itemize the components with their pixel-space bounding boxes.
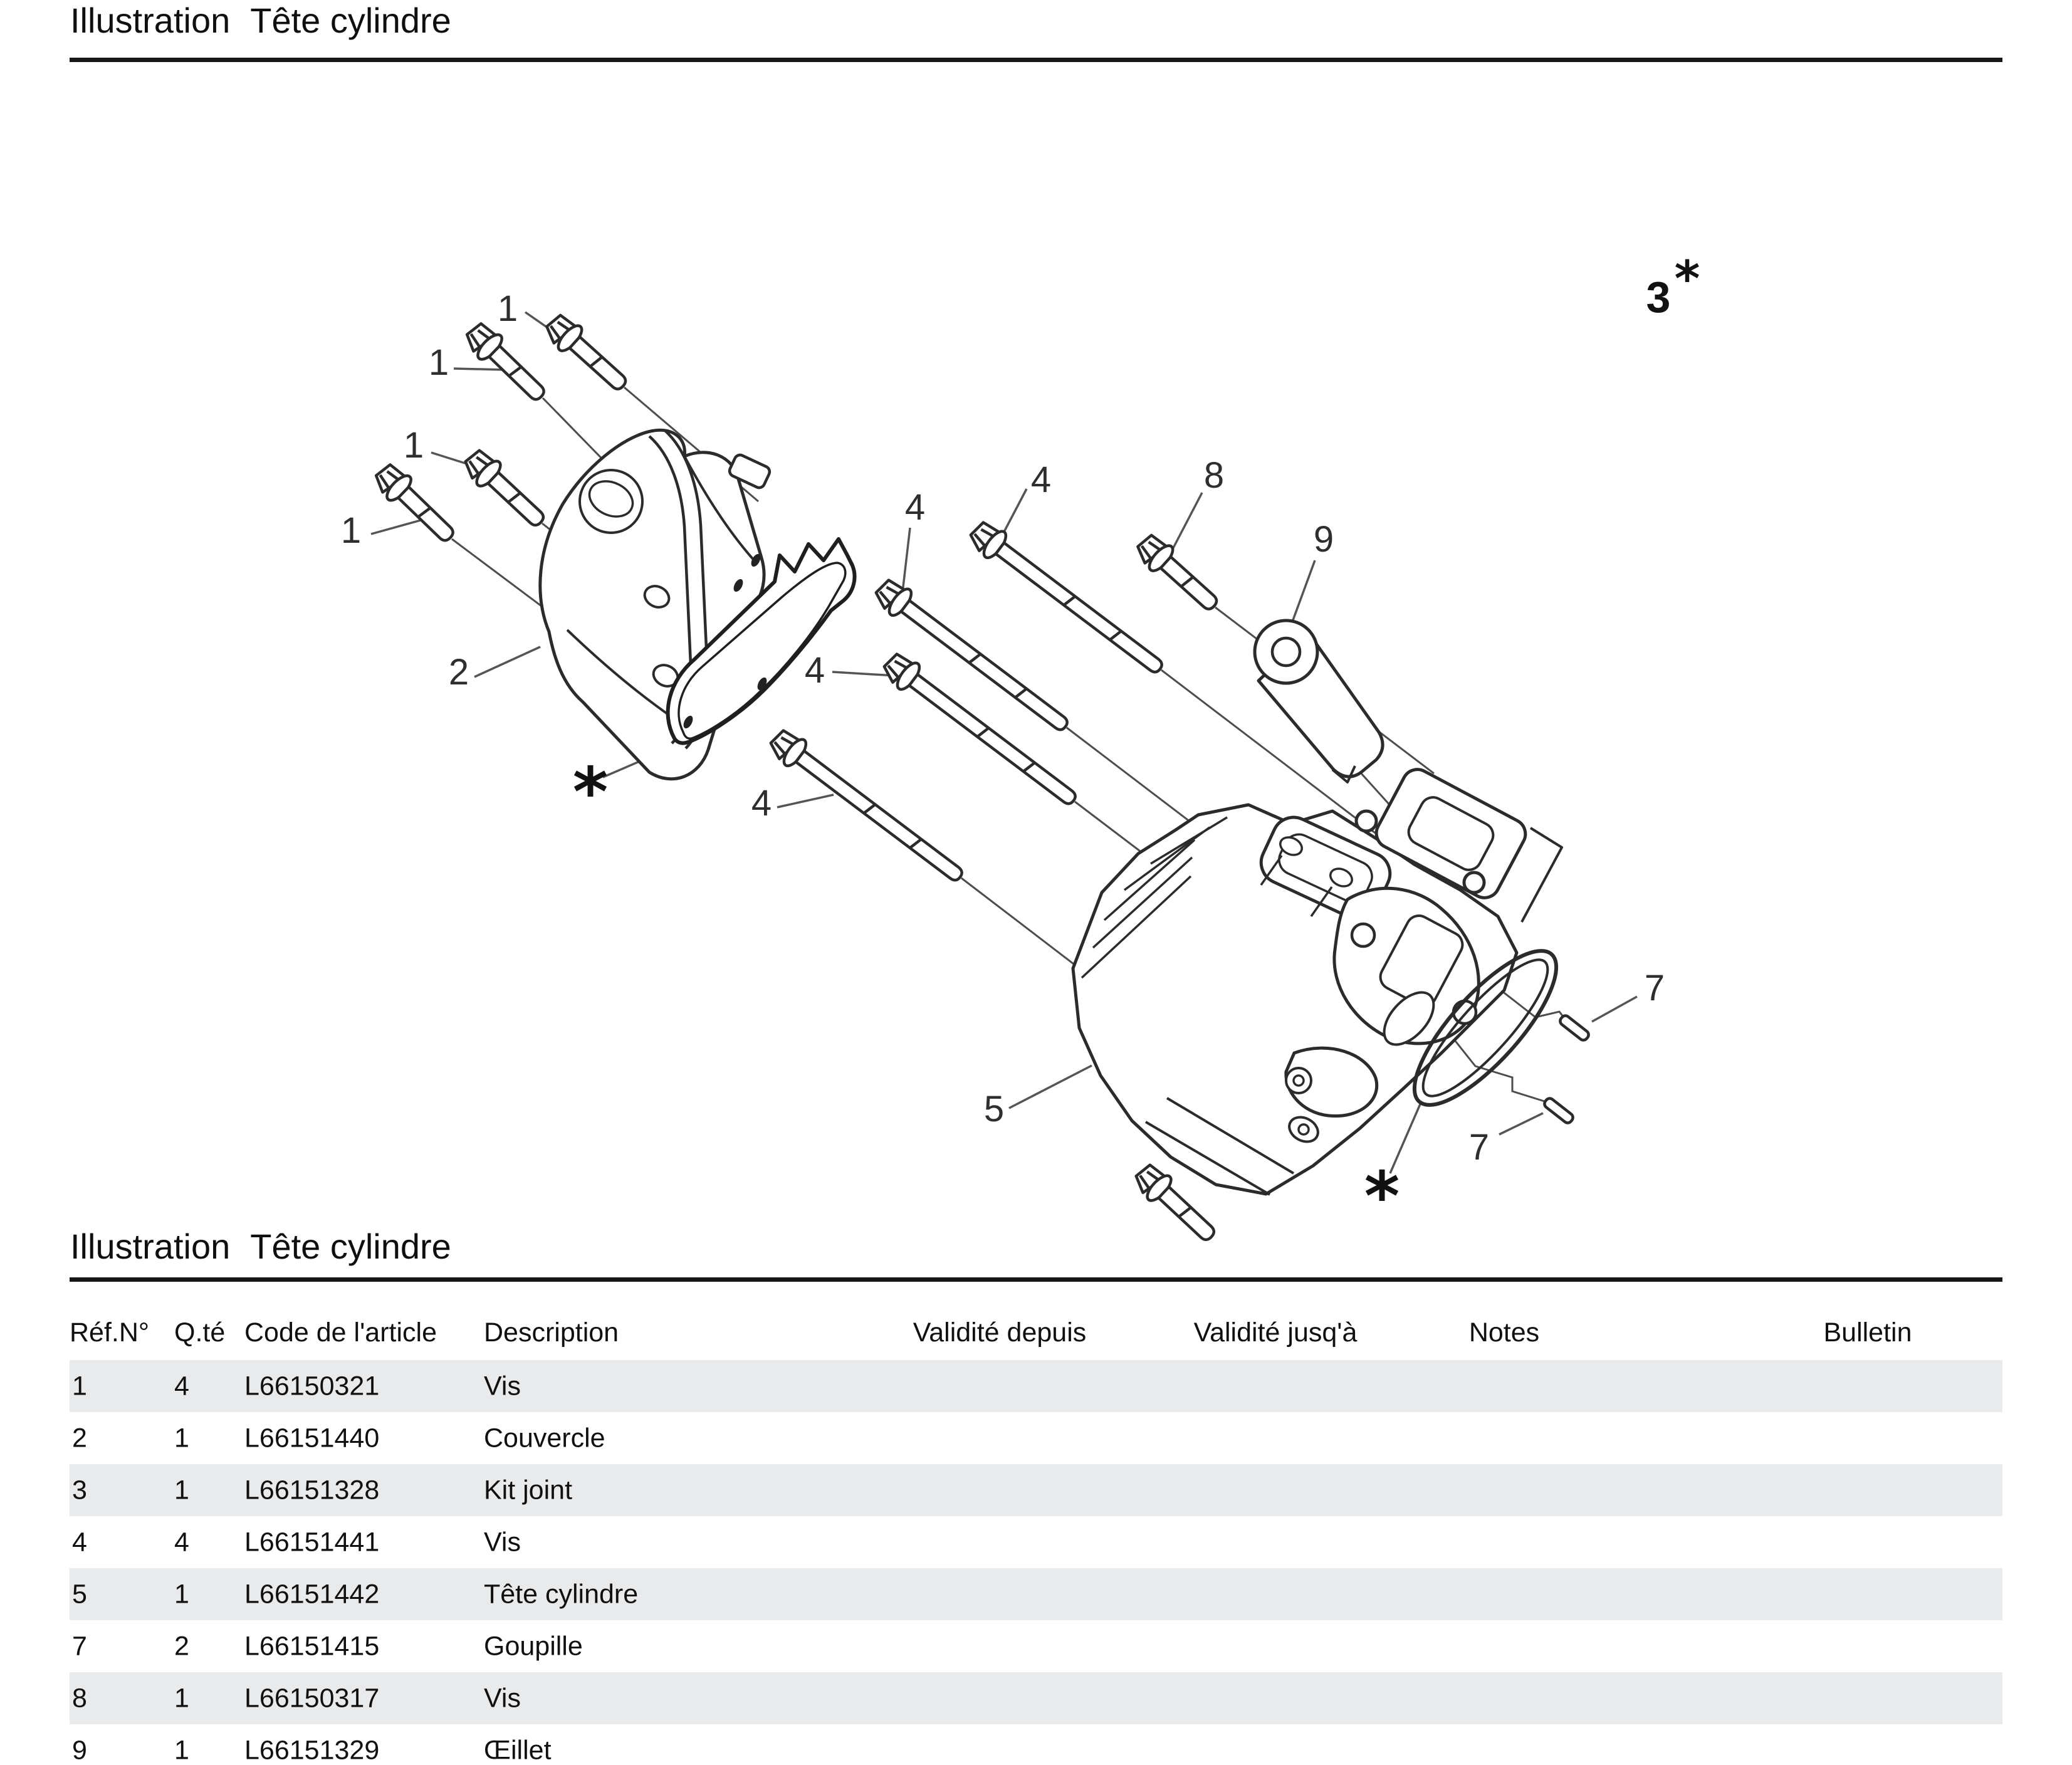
dowel-pin-2 bbox=[1543, 1097, 1575, 1125]
page-title-label: Illustration bbox=[70, 1, 231, 40]
table-row bbox=[70, 1568, 2002, 1620]
cell-qty: 1 bbox=[174, 1683, 189, 1713]
cell-code: L66151442 bbox=[244, 1579, 380, 1609]
cell-ref: 4 bbox=[72, 1527, 87, 1557]
bolt-1-a bbox=[541, 310, 634, 397]
table-row bbox=[70, 1360, 2002, 1412]
cell-ref: 1 bbox=[72, 1371, 87, 1401]
cell-qty: 1 bbox=[174, 1735, 189, 1765]
page-title-top bbox=[70, 0, 451, 41]
cell-code: L66151440 bbox=[244, 1423, 380, 1453]
cell-code: L66151329 bbox=[244, 1735, 380, 1765]
cell-desc: Œillet bbox=[484, 1735, 552, 1765]
table-row bbox=[70, 1672, 2002, 1724]
cell-desc: Tête cylindre bbox=[484, 1579, 639, 1609]
col-header-valid-to: Validité jusq'à bbox=[1193, 1317, 1358, 1348]
cell-ref: 3 bbox=[72, 1475, 87, 1505]
cell-qty: 4 bbox=[174, 1371, 189, 1401]
col-header-bulletin: Bulletin bbox=[1823, 1317, 1912, 1348]
cell-ref: 9 bbox=[72, 1735, 87, 1765]
col-header-ref: Réf.N° bbox=[70, 1317, 150, 1348]
callout-5: 5 bbox=[983, 1089, 1005, 1129]
cell-code: L66150321 bbox=[244, 1371, 380, 1401]
col-header-desc: Description bbox=[484, 1317, 619, 1348]
cell-ref: 7 bbox=[72, 1631, 87, 1661]
col-header-code: Code de l'article bbox=[244, 1317, 437, 1348]
cell-ref: 2 bbox=[72, 1423, 87, 1453]
table-row bbox=[70, 1620, 2002, 1672]
callout-9: 9 bbox=[1313, 519, 1334, 560]
cell-qty: 4 bbox=[174, 1527, 189, 1557]
callout-8: 8 bbox=[1203, 455, 1225, 496]
col-header-notes: Notes bbox=[1468, 1317, 1540, 1348]
callout-1-d: 1 bbox=[340, 510, 362, 551]
gasket-asterisk: * bbox=[572, 753, 609, 832]
col-header-qty: Q.té bbox=[174, 1317, 226, 1348]
table-row bbox=[70, 1412, 2002, 1464]
callout-4-d: 4 bbox=[751, 783, 772, 824]
callout-1-b: 1 bbox=[428, 342, 449, 383]
cell-desc: Vis bbox=[484, 1371, 521, 1401]
table-row bbox=[70, 1464, 2002, 1516]
callout-2: 2 bbox=[448, 652, 469, 693]
callout-3: 3 bbox=[1646, 273, 1671, 322]
cell-code: L66151441 bbox=[244, 1527, 380, 1557]
cell-code: L66150317 bbox=[244, 1683, 380, 1713]
cell-ref: 5 bbox=[72, 1579, 87, 1609]
o-ring-asterisk: * bbox=[1364, 1158, 1400, 1236]
cell-qty: 1 bbox=[174, 1423, 189, 1453]
eyelet-part bbox=[1255, 621, 1383, 782]
parts-table-header bbox=[0, 1317, 2072, 1348]
parts-table-body bbox=[70, 1360, 2002, 1765]
exploded-diagram bbox=[0, 69, 2072, 1272]
cell-code: L66151415 bbox=[244, 1631, 380, 1661]
callout-7-b: 7 bbox=[1468, 1127, 1490, 1168]
cell-desc: Kit joint bbox=[484, 1475, 573, 1505]
callout-3-star: * bbox=[1674, 251, 1700, 308]
table-row bbox=[70, 1516, 2002, 1568]
callout-4-b: 4 bbox=[904, 487, 926, 528]
bolt-1-d bbox=[370, 459, 461, 549]
cell-qty: 1 bbox=[174, 1475, 189, 1505]
cell-qty: 1 bbox=[174, 1579, 189, 1609]
cell-qty: 2 bbox=[174, 1631, 189, 1661]
cell-code: L66151328 bbox=[244, 1475, 380, 1505]
cell-ref: 8 bbox=[72, 1683, 87, 1713]
callout-4-a: 4 bbox=[1030, 459, 1052, 500]
cell-desc: Vis bbox=[484, 1527, 521, 1557]
col-header-valid-from: Validité depuis bbox=[913, 1317, 1087, 1348]
callout-1-c: 1 bbox=[403, 425, 424, 466]
page-title-value: Tête cylindre bbox=[250, 1, 451, 40]
table-title-value: Tête cylindre bbox=[250, 1227, 451, 1266]
bolt-4-d bbox=[765, 725, 970, 890]
table-row bbox=[70, 1724, 2002, 1765]
dowel-pin-1 bbox=[1559, 1014, 1591, 1042]
valve-cover-part bbox=[540, 430, 772, 779]
page-title-table bbox=[70, 1226, 451, 1267]
cell-desc: Vis bbox=[484, 1683, 521, 1713]
cell-desc: Couvercle bbox=[484, 1423, 605, 1453]
bolt-8 bbox=[1132, 530, 1225, 617]
title-rule-table bbox=[70, 1277, 2002, 1282]
callout-1-a: 1 bbox=[497, 288, 518, 329]
bolt-4-a bbox=[965, 517, 1169, 682]
table-title-label: Illustration bbox=[70, 1227, 231, 1266]
bolt-1-c bbox=[459, 445, 552, 534]
cell-desc: Goupille bbox=[484, 1631, 583, 1661]
callout-7-a: 7 bbox=[1644, 968, 1665, 1008]
bolt-1-b bbox=[461, 318, 552, 408]
callout-4-c: 4 bbox=[804, 650, 825, 691]
title-rule-top bbox=[70, 58, 2002, 62]
